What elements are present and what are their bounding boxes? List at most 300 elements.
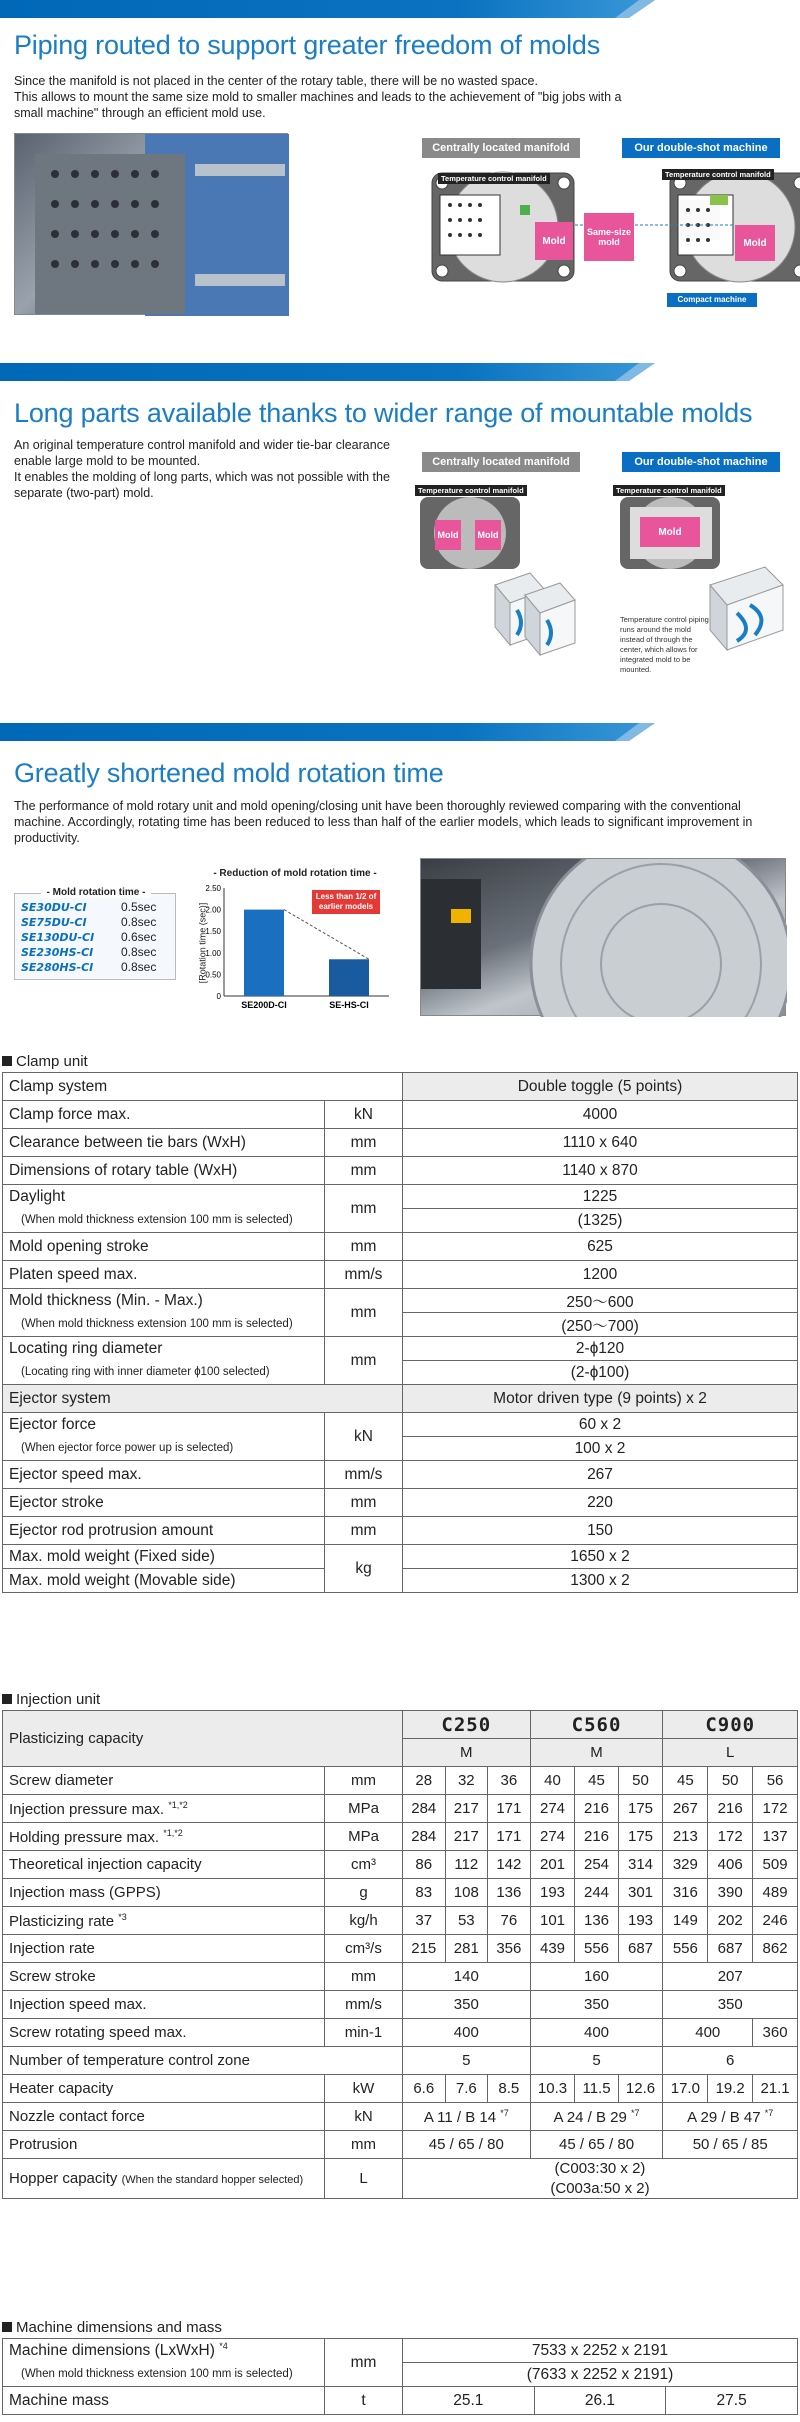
row-value: 217 — [445, 1795, 488, 1823]
section-body: The performance of mold rotary unit and mold opening/closing unit have been thoroughly reviewed comparing with the conventional machine. Accordingly, rotating time has been reduced to less than half of the earlier models, which leads to significant improvement in productivity. — [14, 799, 753, 845]
footnote-mark: *1,*2 — [163, 1827, 183, 1838]
row-value: 36 — [488, 1767, 531, 1795]
mold-box: Mold — [640, 517, 700, 547]
row-unit: mm/s — [325, 1991, 403, 2019]
row-sublabel: (Locating ring with inner diameter ɸ100 selected) — [3, 1361, 325, 1385]
section-body: Since the manifold is not placed in the center of the rotary table, there will be no wasted space. This allows to mount the same size mold to smaller machines and leads to the achievement of "big jobs with a small machine" through an efficient mold use. — [14, 74, 622, 120]
row-value: 216 — [575, 1795, 618, 1823]
table-row — [3, 2131, 798, 2159]
table-row — [3, 1907, 798, 1935]
table-row — [3, 1073, 798, 1101]
row-label: Mold opening stroke — [3, 1233, 325, 1261]
rotation-time: 0.5sec — [121, 900, 157, 914]
row-unit: mm — [325, 1129, 403, 1157]
row-value: 267 — [403, 1461, 798, 1489]
table-row — [3, 1879, 798, 1907]
label-centrally-located: Centrally located manifold — [422, 452, 580, 472]
row-value: 10.3 — [530, 2075, 575, 2103]
row-value: 350 — [530, 1991, 663, 2019]
row-value: 687 — [618, 1935, 663, 1963]
row-label: Dimensions of rotary table (WxH) — [3, 1157, 325, 1185]
row-value: 45 — [663, 1767, 708, 1795]
row-label — [3, 1795, 325, 1823]
section-band — [0, 363, 655, 381]
table-row — [3, 2339, 798, 2363]
row-value: 108 — [445, 1879, 488, 1907]
table-row — [3, 2075, 798, 2103]
row-value: 301 — [618, 1879, 663, 1907]
row-value: 1140 x 870 — [403, 1157, 798, 1185]
row-label: Platen speed max. — [3, 1261, 325, 1289]
row-value: (C003:30 x 2) — [403, 2159, 798, 2179]
row-value: 350 — [663, 1991, 798, 2019]
nozzle-value: A 29 / B 47 — [687, 2108, 761, 2126]
row-value: 2-ɸ120 — [403, 1337, 798, 1361]
label-centrally-located: Centrally located manifold — [422, 138, 580, 158]
row-value: 406 — [708, 1851, 753, 1879]
table-row — [3, 1233, 798, 1261]
rotation-model: SE230HS-CI — [21, 946, 94, 959]
y-tick-label: 2.50 — [205, 884, 221, 893]
rotary-photo — [420, 858, 786, 1016]
row-value: 400 — [530, 2019, 663, 2047]
row-value: 60 x 2 — [403, 1413, 798, 1437]
row-value: 216 — [575, 1823, 618, 1851]
row-value: 217 — [445, 1823, 488, 1851]
table-row — [3, 1545, 798, 1569]
row-label: Locating ring diameter — [3, 1337, 325, 1361]
row-label: Max. mold weight (Fixed side) — [3, 1545, 325, 1569]
row-unit: mm — [325, 1963, 403, 1991]
row-value: 556 — [663, 1935, 708, 1963]
tcm-label: Temperature control manifold — [613, 485, 725, 496]
table-row — [3, 1461, 798, 1489]
row-label: Ejector system — [3, 1385, 403, 1413]
mold-box: Mold — [535, 222, 573, 260]
row-value: 28 — [403, 1767, 446, 1795]
row-value: 101 — [530, 1907, 575, 1935]
y-tick-label: 1.00 — [205, 948, 221, 958]
row-unit: mm/s — [325, 1461, 403, 1489]
table-row — [3, 1261, 798, 1289]
row-sublabel: (When mold thickness extension 100 mm is selected) — [3, 1313, 325, 1337]
footnote-mark: *7 — [500, 2107, 509, 2118]
table-row — [3, 2159, 798, 2179]
row-label: Ejector stroke — [3, 1489, 325, 1517]
row-value: 202 — [708, 1907, 753, 1935]
table-row — [3, 1489, 798, 1517]
injection-table — [2, 1710, 798, 2199]
table-row — [3, 1413, 798, 1437]
table-row — [3, 1935, 798, 1963]
y-tick-label: 0 — [216, 992, 221, 1001]
row-value: 281 — [445, 1935, 488, 1963]
row-label: Ejector force — [3, 1413, 325, 1437]
row-value: 216 — [708, 1795, 753, 1823]
row-label: Mold thickness (Min. - Max.) — [3, 1289, 325, 1313]
row-value: 100 x 2 — [403, 1437, 798, 1461]
row-unit: mm — [325, 1233, 403, 1261]
row-value — [663, 2103, 798, 2131]
row-value: 356 — [488, 1935, 531, 1963]
x-tick-label: SE200D-CI — [241, 1000, 287, 1010]
row-unit: mm — [325, 1157, 403, 1185]
row-value: 25.1 — [403, 2387, 535, 2415]
rotation-row — [15, 915, 175, 930]
row-value: 1200 — [403, 1261, 798, 1289]
row-unit: mm — [325, 1517, 403, 1545]
row-value: 4000 — [403, 1101, 798, 1129]
row-unit: MPa — [325, 1823, 403, 1851]
row-value: 556 — [575, 1935, 618, 1963]
row-label — [3, 1935, 325, 1963]
row-unit: mm/s — [325, 1261, 403, 1289]
row-unit: kN — [325, 1413, 403, 1461]
row-label — [3, 1879, 325, 1907]
rotation-model: SE280HS-CI — [21, 961, 94, 974]
row-value: 390 — [708, 1879, 753, 1907]
tcm-label: Temperature control manifold — [662, 169, 774, 180]
row-label-text: Plasticizing rate — [9, 1912, 115, 1930]
row-label-text: Holding pressure max. — [9, 1828, 160, 1846]
table-row — [3, 2047, 798, 2075]
row-value: 220 — [403, 1489, 798, 1517]
row-unit: kW — [325, 2075, 403, 2103]
row-value: 1300 x 2 — [403, 1569, 798, 1593]
section-body: An original temperature control manifold and wider tie-bar clearance enable large mold to be mounted. It enables the molding of long parts, which was not possible with the separate (two-part) mold. — [14, 438, 390, 500]
row-sublabel: (When mold thickness extension 100 mm is selected) — [3, 1209, 325, 1233]
mold-rotation-title: - Mold rotation time - — [41, 887, 151, 898]
row-label-text: Screw diameter — [9, 1772, 114, 1789]
section-title: Greatly shortened mold rotation time — [14, 758, 444, 788]
section-band — [0, 0, 655, 18]
rotation-row — [15, 930, 175, 945]
row-label: Plasticizing capacity — [3, 1711, 403, 1767]
row-value: 201 — [530, 1851, 575, 1879]
section-title: Piping routed to support greater freedom of molds — [14, 30, 601, 60]
table-row — [3, 1157, 798, 1185]
row-value: 17.0 — [663, 2075, 708, 2103]
compact-machine-label: Compact machine — [667, 293, 757, 307]
row-value: 45 / 65 / 80 — [530, 2131, 663, 2159]
row-value: 137 — [753, 1823, 798, 1851]
rotation-row — [15, 960, 175, 975]
rotation-time: 0.8sec — [121, 915, 157, 929]
row-value: 76 — [488, 1907, 531, 1935]
table-row — [3, 2019, 798, 2047]
mold-box: Mold — [475, 520, 501, 550]
row-value: 267 — [663, 1795, 708, 1823]
row-label — [3, 1851, 325, 1879]
row-value: 329 — [663, 1851, 708, 1879]
rotation-model: SE130DU-CI — [21, 931, 95, 944]
row-value: 175 — [618, 1823, 663, 1851]
row-value: 274 — [530, 1795, 575, 1823]
row-label: Injection speed max. — [3, 1991, 325, 2019]
screw-type: M — [530, 1739, 663, 1767]
screw-type: M — [403, 1739, 531, 1767]
row-value: 171 — [488, 1795, 531, 1823]
table-row — [3, 1129, 798, 1157]
injection-heading: Injection unit — [2, 1691, 100, 1708]
row-label: Max. mold weight (Movable side) — [3, 1569, 325, 1593]
row-unit: cm³ — [325, 1851, 403, 1879]
section-title: Long parts available thanks to wider range of mountable molds — [14, 398, 753, 428]
row-value: 32 — [445, 1767, 488, 1795]
row-value: 50 — [708, 1767, 753, 1795]
piping-note: Temperature control piping runs around the mold instead of through the center, which allows for integrated mold to be mounted. — [620, 615, 709, 674]
row-value: 400 — [403, 2019, 531, 2047]
row-value: 171 — [488, 1823, 531, 1851]
tcm-label: Temperature control manifold — [415, 485, 527, 496]
machine-photo — [14, 133, 288, 315]
rotation-time: 0.8sec — [121, 960, 157, 974]
row-value: (250～700) — [403, 1313, 798, 1337]
trend-line — [284, 910, 369, 960]
row-value: 21.1 — [753, 2075, 798, 2103]
chart-annotation: Less than 1/2 of earlier models — [312, 890, 380, 914]
mold-box: Mold — [735, 225, 775, 261]
row-unit: t — [325, 2387, 403, 2415]
row-label: Screw stroke — [3, 1963, 325, 1991]
row-value: 8.5 — [488, 2075, 531, 2103]
y-tick-label: 2.00 — [205, 905, 221, 915]
mold-rotation-box — [14, 887, 176, 980]
row-value — [530, 2103, 663, 2131]
table-row — [3, 1823, 798, 1851]
row-value: 172 — [753, 1795, 798, 1823]
row-value: 83 — [403, 1879, 446, 1907]
manifold-diagram-1 — [430, 165, 800, 310]
row-value: 1650 x 2 — [403, 1545, 798, 1569]
rotary-photo-art — [421, 859, 787, 1017]
row-unit: L — [325, 2159, 403, 2199]
row-label: Clamp force max. — [3, 1101, 325, 1129]
row-unit: kN — [325, 2103, 403, 2131]
row-value: 5 — [530, 2047, 663, 2075]
row-value: 509 — [753, 1851, 798, 1879]
row-label: Screw rotating speed max. — [3, 2019, 325, 2047]
row-label: Ejector rod protrusion amount — [3, 1517, 325, 1545]
table-row — [3, 1767, 798, 1795]
row-value: (2-ɸ100) — [403, 1361, 798, 1385]
row-value: 244 — [575, 1879, 618, 1907]
footnote-mark: *3 — [118, 1911, 127, 1922]
machine-table — [2, 2338, 798, 2415]
row-value: 6 — [663, 2047, 798, 2075]
row-label — [3, 1907, 325, 1935]
row-value: 160 — [530, 1963, 663, 1991]
table-row — [3, 2387, 798, 2415]
row-value: 193 — [530, 1879, 575, 1907]
row-value: 284 — [403, 1823, 446, 1851]
row-value: 37 — [403, 1907, 446, 1935]
dims-label: Machine dimensions (LxWxH) — [9, 2342, 215, 2360]
row-unit: kN — [325, 1101, 403, 1129]
row-unit: mm — [325, 1489, 403, 1517]
row-label: Heater capacity — [3, 2075, 325, 2103]
row-value: 140 — [403, 1963, 531, 1991]
row-value: 53 — [445, 1907, 488, 1935]
model-header: C250 — [403, 1711, 531, 1739]
row-value: 1110 x 640 — [403, 1129, 798, 1157]
row-label: Ejector speed max. — [3, 1461, 325, 1489]
rotation-model: SE30DU-CI — [21, 901, 87, 914]
row-label — [3, 1767, 325, 1795]
nozzle-value: A 24 / B 29 — [553, 2108, 627, 2126]
section-band — [0, 723, 655, 741]
chart-ylabel: [Rotation time (sec)] — [197, 902, 208, 984]
row-value: 489 — [753, 1879, 798, 1907]
row-value: 246 — [753, 1907, 798, 1935]
row-value: 625 — [403, 1233, 798, 1261]
row-value: 86 — [403, 1851, 446, 1879]
row-value: 207 — [663, 1963, 798, 1991]
table-row — [3, 1851, 798, 1879]
row-value: 316 — [663, 1879, 708, 1907]
row-value: 350 — [403, 1991, 531, 2019]
table-row — [3, 1963, 798, 1991]
row-label: Number of temperature control zone — [3, 2047, 403, 2075]
row-unit: mm — [325, 1185, 403, 1233]
row-value: (C003a:50 x 2) — [403, 2179, 798, 2199]
row-value: 50 / 65 / 85 — [663, 2131, 798, 2159]
footnote-mark: *4 — [219, 2341, 228, 2352]
rotation-model: SE75DU-CI — [21, 916, 87, 929]
table-row — [3, 1185, 798, 1209]
machine-heading: Machine dimensions and mass — [2, 2319, 222, 2336]
bar — [244, 910, 284, 996]
table-row — [3, 1795, 798, 1823]
row-value: 172 — [708, 1823, 753, 1851]
rotation-time: 0.6sec — [121, 930, 157, 944]
hopper-label: Hopper capacity — [9, 2170, 118, 2187]
rotation-row — [15, 900, 175, 915]
row-value: 12.6 — [618, 2075, 663, 2103]
label-double-shot: Our double-shot machine — [622, 138, 780, 158]
row-unit: MPa — [325, 1795, 403, 1823]
row-unit: kg — [325, 1545, 403, 1593]
row-sublabel: (When mold thickness extension 100 mm is selected) — [3, 2363, 325, 2387]
machine-photo-art — [15, 134, 289, 316]
row-value: 862 — [753, 1935, 798, 1963]
row-value: 687 — [708, 1935, 753, 1963]
row-unit: mm — [325, 2339, 403, 2387]
row-value: 7533 x 2252 x 2191 — [403, 2339, 798, 2363]
chart-title: - Reduction of mold rotation time - — [213, 868, 377, 879]
row-label: Nozzle contact force — [3, 2103, 325, 2131]
row-value: 215 — [403, 1935, 446, 1963]
rotation-time: 0.8sec — [121, 945, 157, 959]
table-row — [3, 1289, 798, 1313]
row-value: 27.5 — [666, 2387, 798, 2415]
row-value: 7.6 — [445, 2075, 488, 2103]
same-size-mold: Same-size mold — [584, 213, 634, 261]
table-row — [3, 2103, 798, 2131]
row-label — [3, 2339, 325, 2363]
row-value: (7633 x 2252 x 2191) — [403, 2363, 798, 2387]
clamp-table — [2, 1072, 798, 1593]
row-unit: cm³/s — [325, 1935, 403, 1963]
row-value: 360 — [753, 2019, 798, 2047]
row-value: 284 — [403, 1795, 446, 1823]
row-label: Clamp system — [3, 1073, 403, 1101]
row-value: 56 — [753, 1767, 798, 1795]
y-tick-label: 0.50 — [205, 970, 221, 980]
row-label: Clearance between tie bars (WxH) — [3, 1129, 325, 1157]
row-label — [3, 1823, 325, 1851]
row-label — [3, 2159, 325, 2199]
nozzle-value: A 11 / B 14 — [423, 2108, 497, 2126]
row-value: 45 — [575, 1767, 618, 1795]
row-unit: mm — [325, 1767, 403, 1795]
row-unit: mm — [325, 2131, 403, 2159]
row-label-text: Theoretical injection capacity — [9, 1856, 202, 1873]
clamp-heading: Clamp unit — [2, 1053, 88, 1070]
mold-box: Mold — [435, 520, 461, 550]
row-value: 40 — [530, 1767, 575, 1795]
footnote-mark: *7 — [764, 2107, 774, 2118]
row-value: 6.6 — [403, 2075, 446, 2103]
row-value: 50 — [618, 1767, 663, 1795]
row-value: 213 — [663, 1823, 708, 1851]
table-row — [3, 1517, 798, 1545]
row-label-text: Injection rate — [9, 1940, 95, 1957]
footnote-mark: *1,*2 — [168, 1799, 188, 1810]
row-value: 5 — [403, 2047, 531, 2075]
row-value: 193 — [618, 1907, 663, 1935]
tcm-label: Temperature control manifold — [438, 173, 550, 184]
row-value: 136 — [575, 1907, 618, 1935]
label-double-shot: Our double-shot machine — [622, 452, 780, 472]
row-value: 1225 — [403, 1185, 798, 1209]
row-value: 250～600 — [403, 1289, 798, 1313]
row-unit: kg/h — [325, 1907, 403, 1935]
x-tick-label: SE-HS-CI — [329, 1000, 369, 1010]
row-value: Double toggle (5 points) — [403, 1073, 798, 1101]
row-value: 439 — [530, 1935, 575, 1963]
row-unit: min-1 — [325, 2019, 403, 2047]
row-value: (1325) — [403, 1209, 798, 1233]
row-label-text: Injection mass (GPPS) — [9, 1884, 161, 1901]
row-label: Daylight — [3, 1185, 325, 1209]
y-tick-label: 1.50 — [205, 927, 221, 937]
model-header: C560 — [530, 1711, 663, 1739]
bar — [329, 959, 369, 996]
row-value: 175 — [618, 1795, 663, 1823]
row-value: 45 / 65 / 80 — [403, 2131, 531, 2159]
row-value: 142 — [488, 1851, 531, 1879]
footnote-mark: *7 — [631, 2107, 640, 2118]
table-row — [3, 1711, 798, 1739]
row-value: 149 — [663, 1907, 708, 1935]
hopper-sub: (When the standard hopper selected) — [121, 2174, 304, 2186]
row-value: Motor driven type (9 points) x 2 — [403, 1385, 798, 1413]
row-value: 112 — [445, 1851, 488, 1879]
manifold-diagram-2 — [415, 485, 800, 685]
rotation-chart — [190, 868, 400, 1023]
row-value: 19.2 — [708, 2075, 753, 2103]
row-value: 150 — [403, 1517, 798, 1545]
row-value: 274 — [530, 1823, 575, 1851]
row-value: 400 — [663, 2019, 753, 2047]
rotation-row — [15, 945, 175, 960]
row-unit: mm — [325, 1289, 403, 1337]
row-value: 314 — [618, 1851, 663, 1879]
table-row — [3, 1337, 798, 1361]
row-value: 254 — [575, 1851, 618, 1879]
row-label: Machine mass — [3, 2387, 325, 2415]
